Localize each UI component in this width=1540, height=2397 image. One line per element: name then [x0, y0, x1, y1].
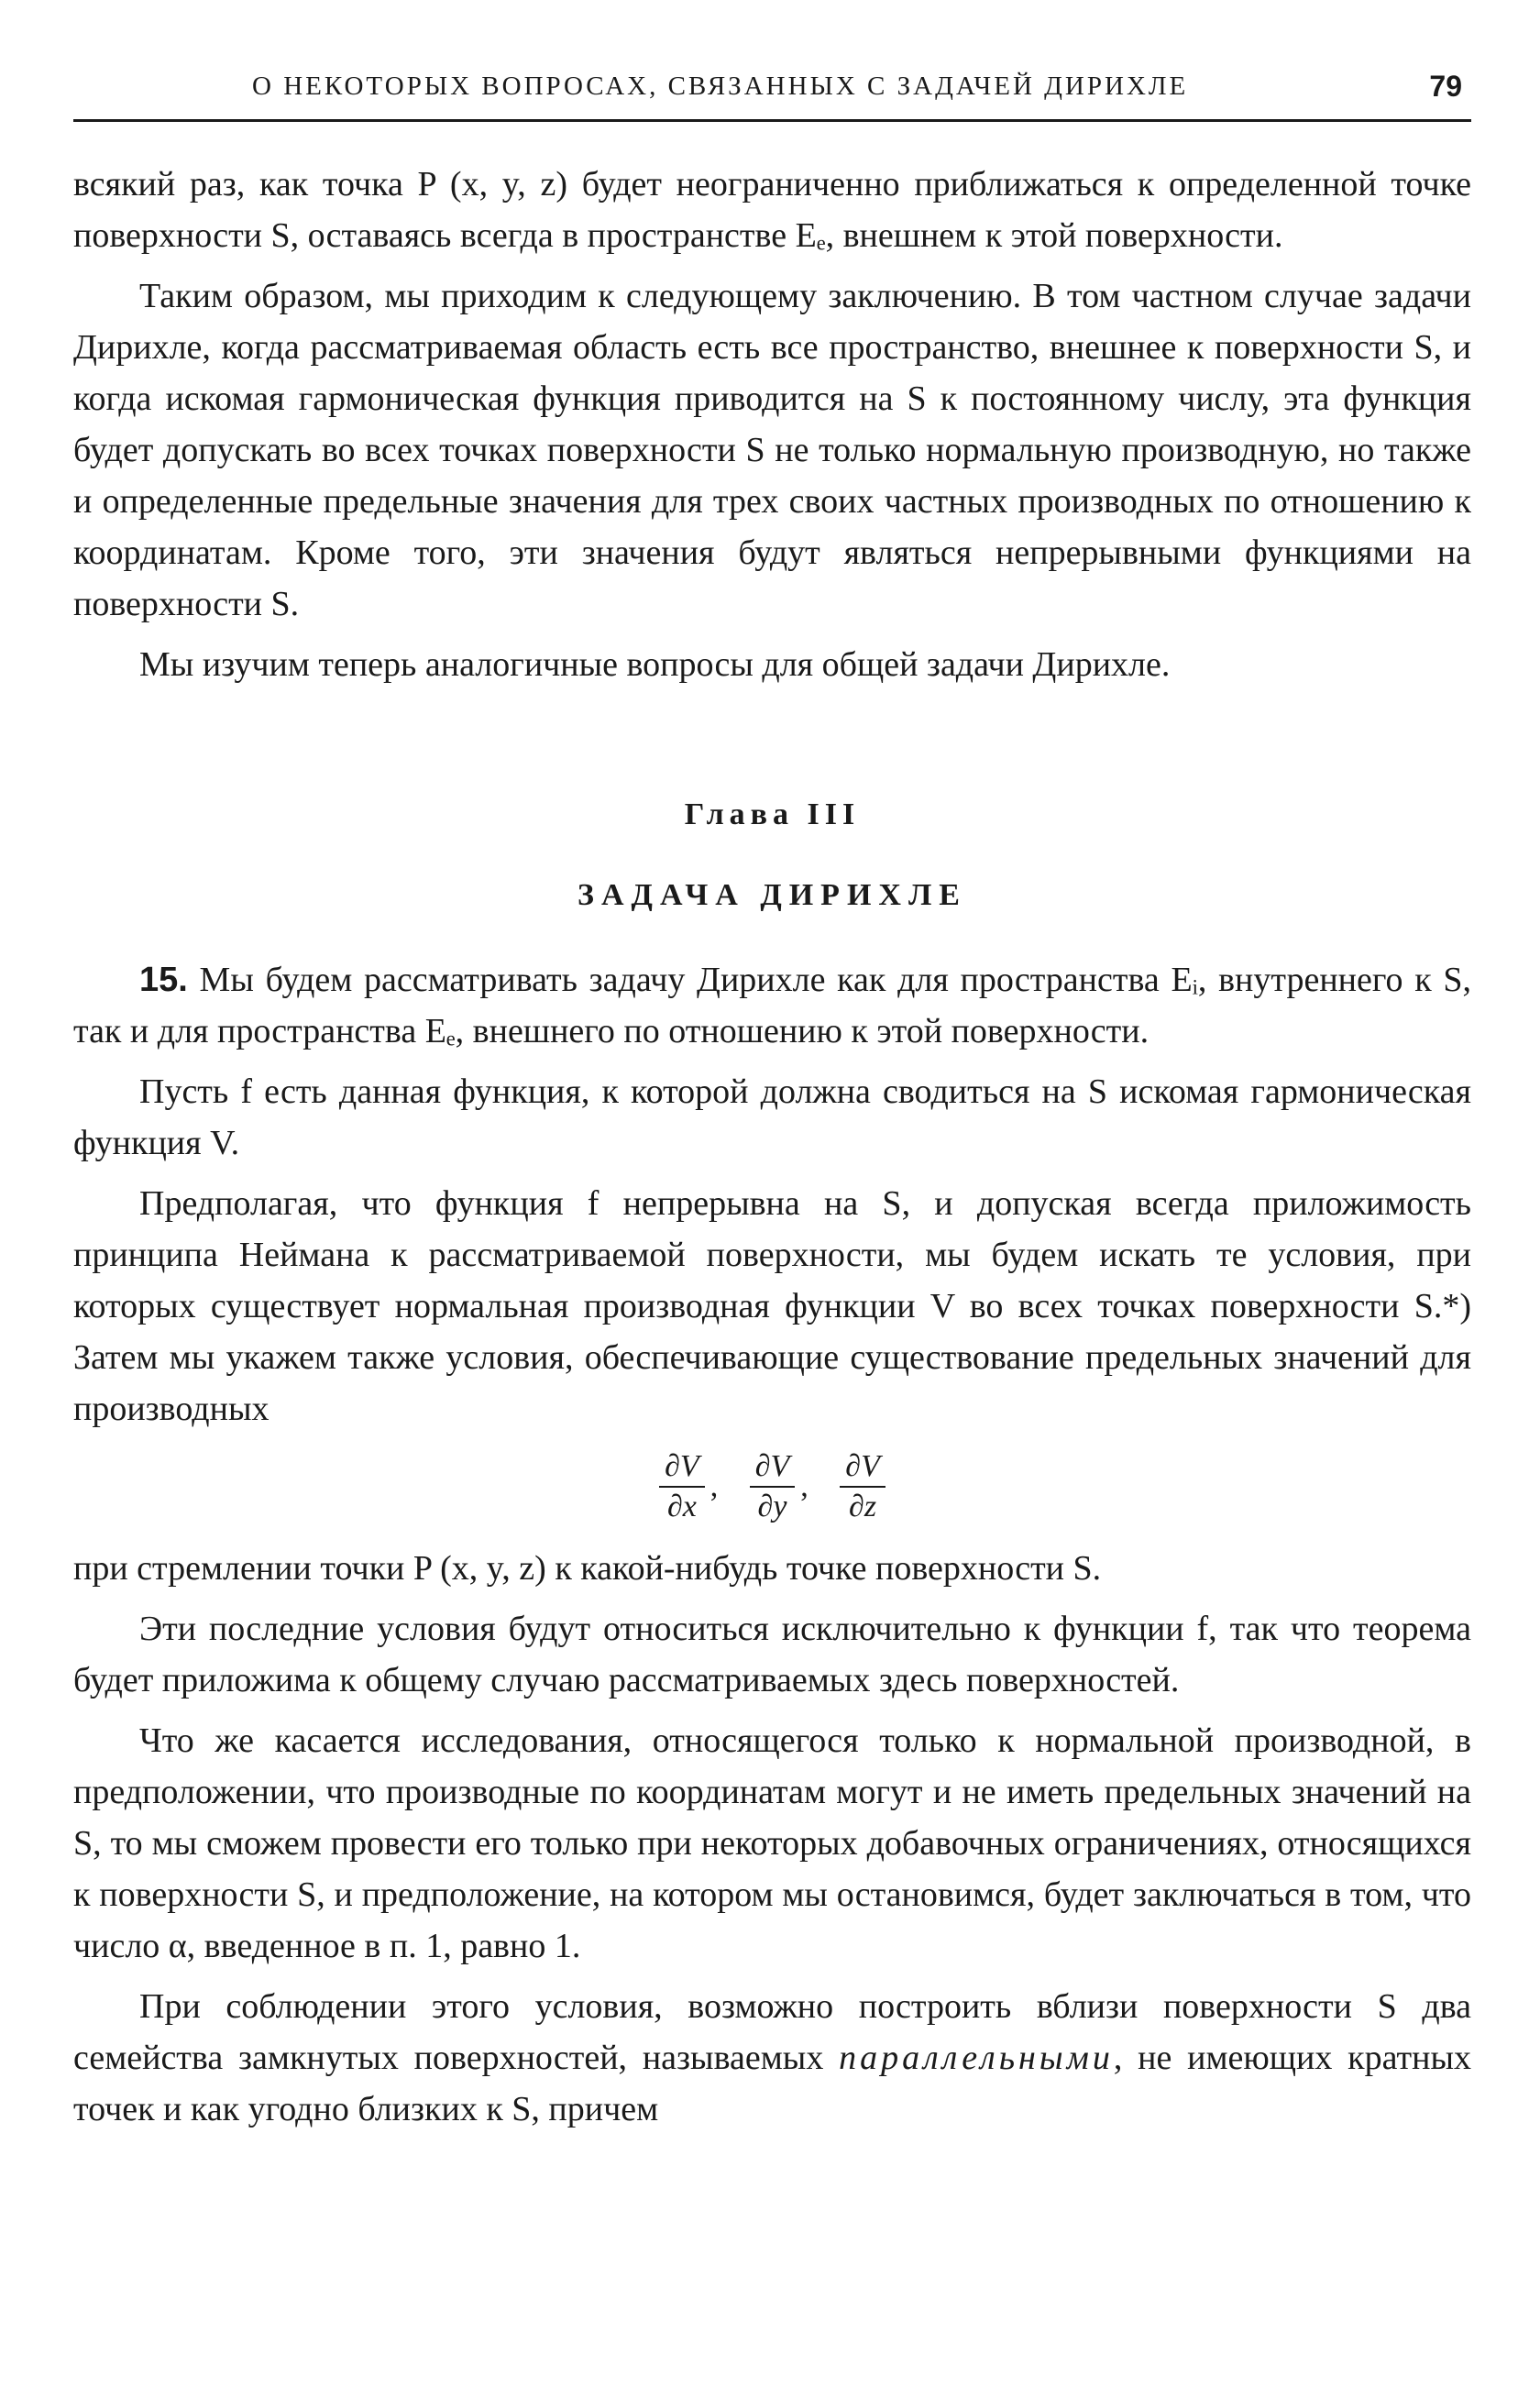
- formula-comma: ,: [800, 1469, 808, 1503]
- main-text: [73, 159, 1471, 2135]
- emphasized-term: параллельными: [839, 2039, 1114, 2077]
- numerator: ∂V: [750, 1449, 796, 1488]
- denominator: ∂z: [849, 1490, 877, 1523]
- paragraph: Эти последние условия будут относиться исключительно к функции f, так что теорема будет приложима к общему случаю рассматриваемых здесь поверхностей.: [73, 1610, 1471, 1699]
- page-header: [73, 55, 1471, 122]
- paragraph: Пусть f есть данная функция, к которой должна сводиться на S искомая гармоническая функция V.: [73, 1072, 1471, 1162]
- fraction-dv-dy: [750, 1449, 796, 1524]
- denominator: ∂x: [666, 1490, 697, 1523]
- text-run: , не имеющих кратных точек и как угодно близких к S, причем: [73, 2039, 1471, 2128]
- text-run: При соблюдении этого условия, возможно построить вблизи поверхности S два семейства замкнутых поверхностей, называемых: [73, 1987, 1471, 2077]
- page-number: 79: [1429, 70, 1462, 103]
- paragraph: всякий раз, как точка P (x, y, z) будет неограниченно приближаться к определенной точке поверхности S, оставаясь всегда в пространстве Eₑ, внешнем к этой поверхности.: [73, 165, 1471, 255]
- numerator: ∂V: [659, 1449, 705, 1488]
- fraction-dv-dz: [840, 1449, 886, 1524]
- fraction-dv-dx: [659, 1449, 705, 1524]
- paragraph: Мы изучим теперь аналогичные вопросы для общей задачи Дирихле.: [139, 645, 1171, 684]
- numerator: ∂V: [840, 1449, 886, 1488]
- chapter-title: ЗАДАЧА ДИРИХЛЕ: [578, 878, 967, 912]
- section-first-paragraph: Мы будем рассматривать задачу Дирихле как для пространства Eᵢ, внутреннего к S, так и для пространства Eₑ, внешнего по отношению к этой поверхности.: [73, 961, 1472, 1050]
- paragraph: [73, 1981, 1471, 2135]
- paragraph: при стремлении точки P (x, y, z) к какой-нибудь точке поверхности S.: [73, 1549, 1102, 1588]
- paragraph: Что же касается исследования, относящегося только к нормальной производной, в предположении, что производные по координатам могут и не иметь предельных значений на S, то мы сможем провести его только при некоторых добавочных ограничениях, относящихся к поверхности S, и предположение, на котором мы остановимся, будет заключаться в том, что число α, введенное в п. 1, равно 1.: [73, 1721, 1471, 1965]
- paragraph: Таким образом, мы приходим к следующему заключению. В том частном случае задачи Дирихле, когда рассматриваемая область есть все пространство, внешнее к поверхности S, и когда искомая гармоническая функция приводится на S к постоянному числу, эта функция будет допускать во всех точках поверхности S не только нормальную производную, но также и определенные предельные значения для трех своих частных производных по отношению к координатам. Кроме того, эти значения будут являться непрерывными функциями на поверхности S.: [73, 277, 1471, 623]
- section-number: 15.: [139, 961, 188, 999]
- chapter-label: Глава III: [684, 797, 861, 831]
- book-page: [73, 55, 1471, 2144]
- paragraph: Предполагая, что функция f непрерывна на S, и допуская всегда приложимость принципа Неймана к рассматриваемой поверхности, мы будем искать те условия, при которых существует нормальная производная функции V во всех точках поверхности S.*) Затем мы укажем также условия, обеспечивающие существование предельных значений для производных: [73, 1184, 1471, 1428]
- denominator: ∂y: [757, 1490, 787, 1523]
- running-title: О НЕКОТОРЫХ ВОПРОСАХ, СВЯЗАННЫХ С ЗАДАЧЕЙ ДИРИХЛЕ: [252, 71, 1189, 101]
- formula-comma: ,: [710, 1469, 719, 1503]
- section-paragraph: [73, 954, 1471, 1057]
- partial-derivatives-formula: [73, 1449, 1471, 1524]
